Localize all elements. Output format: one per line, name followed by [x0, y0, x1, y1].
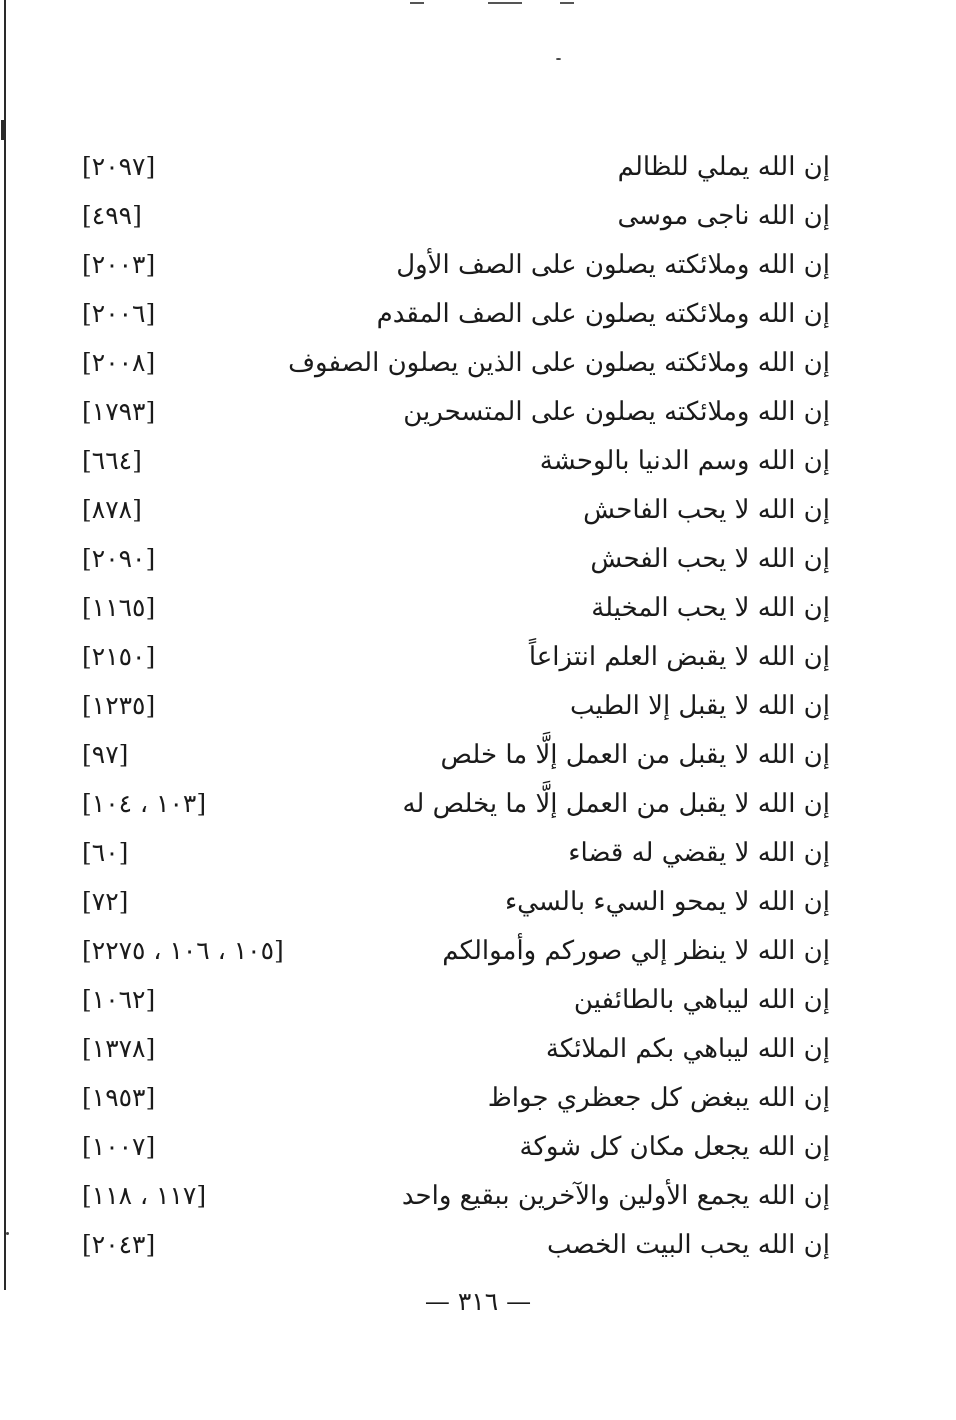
index-entry: [0, 486, 956, 535]
hadith-reference: [١٠٥ ، ١٠٦ ، ٢٢٧٥]: [82, 936, 284, 965]
hadith-text: إن الله يبغض كل جعظري جواظ: [487, 1083, 830, 1113]
index-entry: [0, 927, 956, 976]
hadith-text: إن الله لا يحب الفحش: [590, 544, 830, 574]
hadith-reference: [١٠٣ ، ١٠٤]: [82, 789, 207, 818]
index-entry: [0, 143, 956, 192]
hadith-text: إن الله لا ينظر إلي صوركم وأموالكم: [442, 936, 830, 966]
hadith-reference: [٤٩٩]: [82, 201, 142, 230]
hadith-reference: [٢١٥٠]: [82, 642, 156, 671]
hadith-text: إن الله لا يحب المخيلة: [591, 593, 830, 623]
index-entry: [0, 290, 956, 339]
hadith-text: إن الله لا يقبل إلا الطيب: [570, 691, 830, 721]
index-entry: [0, 535, 956, 584]
index-entry: [0, 1123, 956, 1172]
index-entry: [0, 1025, 956, 1074]
hadith-reference: [٩٧]: [82, 740, 129, 769]
hadith-reference: [٢٠٠٦]: [82, 299, 156, 328]
index-entry: [0, 437, 956, 486]
index-entry: [0, 1172, 956, 1221]
hadith-reference: [٢٠٠٣]: [82, 250, 156, 279]
hadith-reference: [٦٠]: [82, 838, 129, 867]
hadith-text: إن الله لا يحب الفاحش: [583, 495, 830, 525]
page-left-border-mark: [1, 120, 6, 140]
scan-speck: [6, 1232, 9, 1235]
index-entry: [0, 633, 956, 682]
index-entry: [0, 731, 956, 780]
hadith-text: إن الله يحب البيت الخصب: [547, 1230, 830, 1260]
hadith-reference: [٨٧٨]: [82, 495, 142, 524]
index-entry: [0, 780, 956, 829]
hadith-reference: [١٢٣٥]: [82, 691, 156, 720]
hadith-text: إن الله وملائكته يصلون على المتسحرين: [403, 397, 830, 427]
hadith-reference: [١١٧ ، ١١٨]: [82, 1181, 207, 1210]
hadith-text: إن الله ناجى موسى: [617, 201, 830, 231]
hadith-text: إن الله وملائكته يصلون على الصف المقدم: [376, 299, 830, 329]
hadith-text: إن الله يملي للظالم: [617, 152, 830, 182]
hadith-text: إن الله يجمع الأولين والآخرين ببقيع واحد: [401, 1181, 830, 1211]
hadith-reference: [١٩٥٣]: [82, 1083, 156, 1112]
hadith-reference: [٢٠٠٨]: [82, 348, 156, 377]
hadith-reference: [٦٦٤]: [82, 446, 142, 475]
hadith-reference: [١٠٠٧]: [82, 1132, 156, 1161]
index-entry: [0, 339, 956, 388]
index-entry: [0, 192, 956, 241]
index-entry: [0, 388, 956, 437]
index-entry: [0, 241, 956, 290]
hadith-reference: [١١٦٥]: [82, 593, 156, 622]
hadith-reference: [١٣٧٨]: [82, 1034, 156, 1063]
hadith-reference: [١٠٦٢]: [82, 985, 156, 1014]
hadith-text: إن الله لا يقبل من العمل إلَّا ما يخلص له: [402, 789, 830, 819]
page-number: — ٣١٦ —: [424, 1287, 532, 1316]
hadith-text: إن الله يجعل مكان كل شوكة: [519, 1132, 830, 1162]
hadith-text: إن الله لا يقبض العلم انتزاعاً: [528, 642, 830, 672]
top-page-marks: [400, 0, 590, 8]
hadith-text: إن الله لا يقبل من العمل إلَّا ما خلص: [440, 740, 830, 770]
index-entry: [0, 584, 956, 633]
hadith-text: إن الله وملائكته يصلون على الصف الأول: [396, 250, 830, 280]
hadith-text: إن الله لا يمحو السيء بالسيء: [504, 887, 830, 917]
hadith-reference: [٢٠٩٧]: [82, 152, 156, 181]
hadith-text: إن الله وملائكته يصلون على الذين يصلون الصفوف: [288, 348, 830, 378]
index-entry: [0, 1074, 956, 1123]
index-entry: [0, 1221, 956, 1270]
hadith-text: إن الله لا يقضي له قضاء: [568, 838, 830, 868]
hadith-reference: [٧٢]: [82, 887, 129, 916]
index-entry: [0, 682, 956, 731]
hadith-text: إن الله ليباهي بالطائفين: [573, 985, 830, 1015]
index-entry: [0, 878, 956, 927]
hadith-reference: [٢٠٤٣]: [82, 1230, 156, 1259]
hadith-reference: [١٧٩٣]: [82, 397, 156, 426]
index-entry: [0, 829, 956, 878]
hadith-reference: [٢٠٩٠]: [82, 544, 156, 573]
index-entry: [0, 976, 956, 1025]
hadith-index-list: [0, 143, 956, 1270]
scan-speck: [556, 58, 561, 60]
hadith-text: إن الله وسم الدنيا بالوحشة: [539, 446, 830, 476]
hadith-text: إن الله ليباهي بكم الملائكة: [545, 1034, 830, 1064]
